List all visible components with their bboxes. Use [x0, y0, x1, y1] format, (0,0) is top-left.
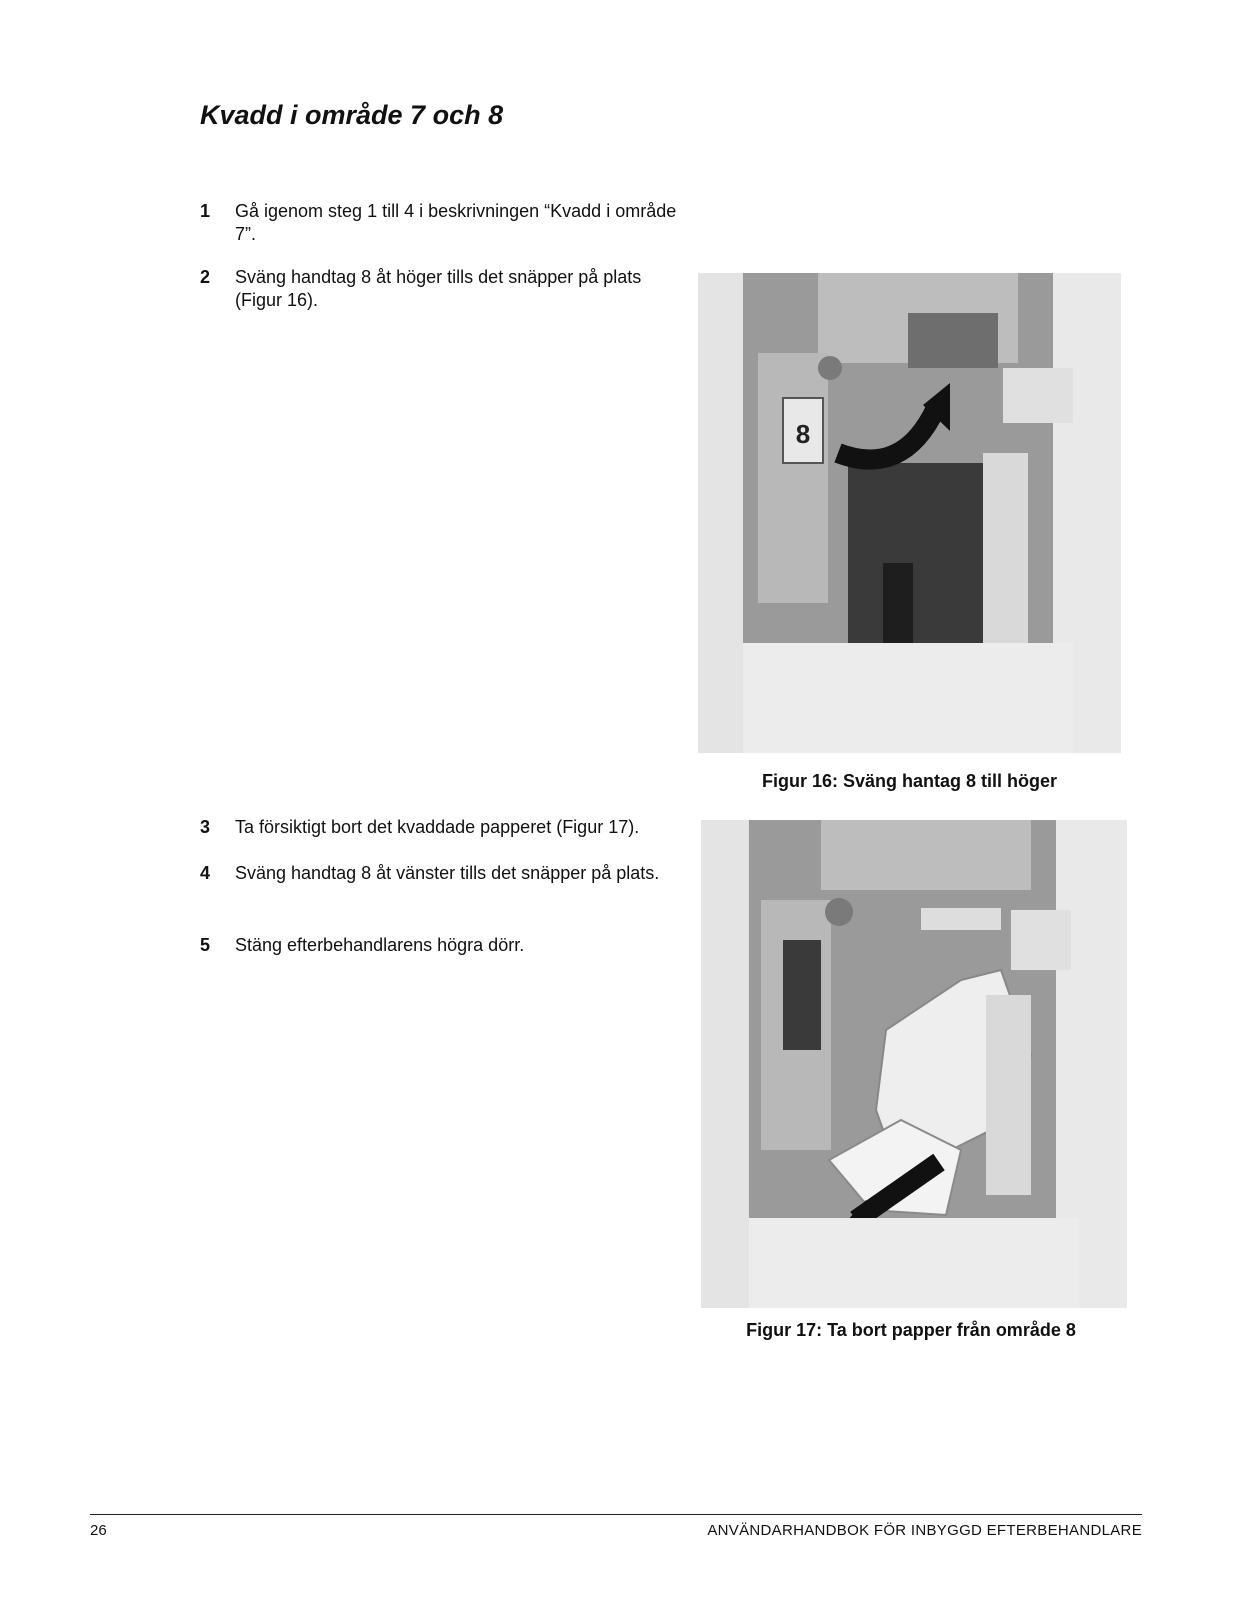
- running-footer-title: ANVÄNDARHANDBOK FÖR INBYGGD EFTERBEHANDLARE: [707, 1522, 1142, 1539]
- step-number: 5: [200, 935, 211, 955]
- figure-17-caption: Figur 17: Ta bort papper från område 8: [746, 1320, 1076, 1340]
- figure-16-caption: Figur 16: Sväng hantag 8 till höger: [761, 771, 1058, 791]
- step-text: Ta försiktigt bort det kvaddade papperet (Figur 17).: [235, 817, 640, 837]
- step-text: Sväng handtag 8 åt vänster tills det snäpper på plats.: [235, 863, 660, 883]
- step-number: 4: [200, 863, 211, 883]
- step-number: 1: [200, 201, 211, 221]
- step-text: Sväng handtag 8 åt höger tills det snäpper på plats (Figur 16).: [235, 267, 642, 310]
- step-2: [200, 266, 680, 312]
- step-5: [200, 934, 680, 957]
- page-number: 26: [90, 1522, 107, 1539]
- step-text: Gå igenom steg 1 till 4 i beskrivningen “Kvadd i område 7”.: [235, 201, 677, 244]
- figure-17-photo: [701, 820, 1127, 1308]
- step-1: [200, 200, 680, 246]
- step-number: 3: [200, 817, 211, 837]
- step-number: 2: [200, 267, 211, 287]
- step-4: [200, 862, 680, 885]
- page-title: Kvadd i område 7 och 8: [200, 100, 504, 130]
- footer-divider: [90, 1514, 1142, 1515]
- handle-number-label: 8: [795, 419, 811, 449]
- paper-removal-illustration: [701, 820, 1127, 1308]
- figure-16-photo: [698, 273, 1121, 753]
- finisher-handle-illustration: [698, 273, 1121, 753]
- step-text: Stäng efterbehandlarens högra dörr.: [235, 935, 525, 955]
- step-3: [200, 816, 680, 839]
